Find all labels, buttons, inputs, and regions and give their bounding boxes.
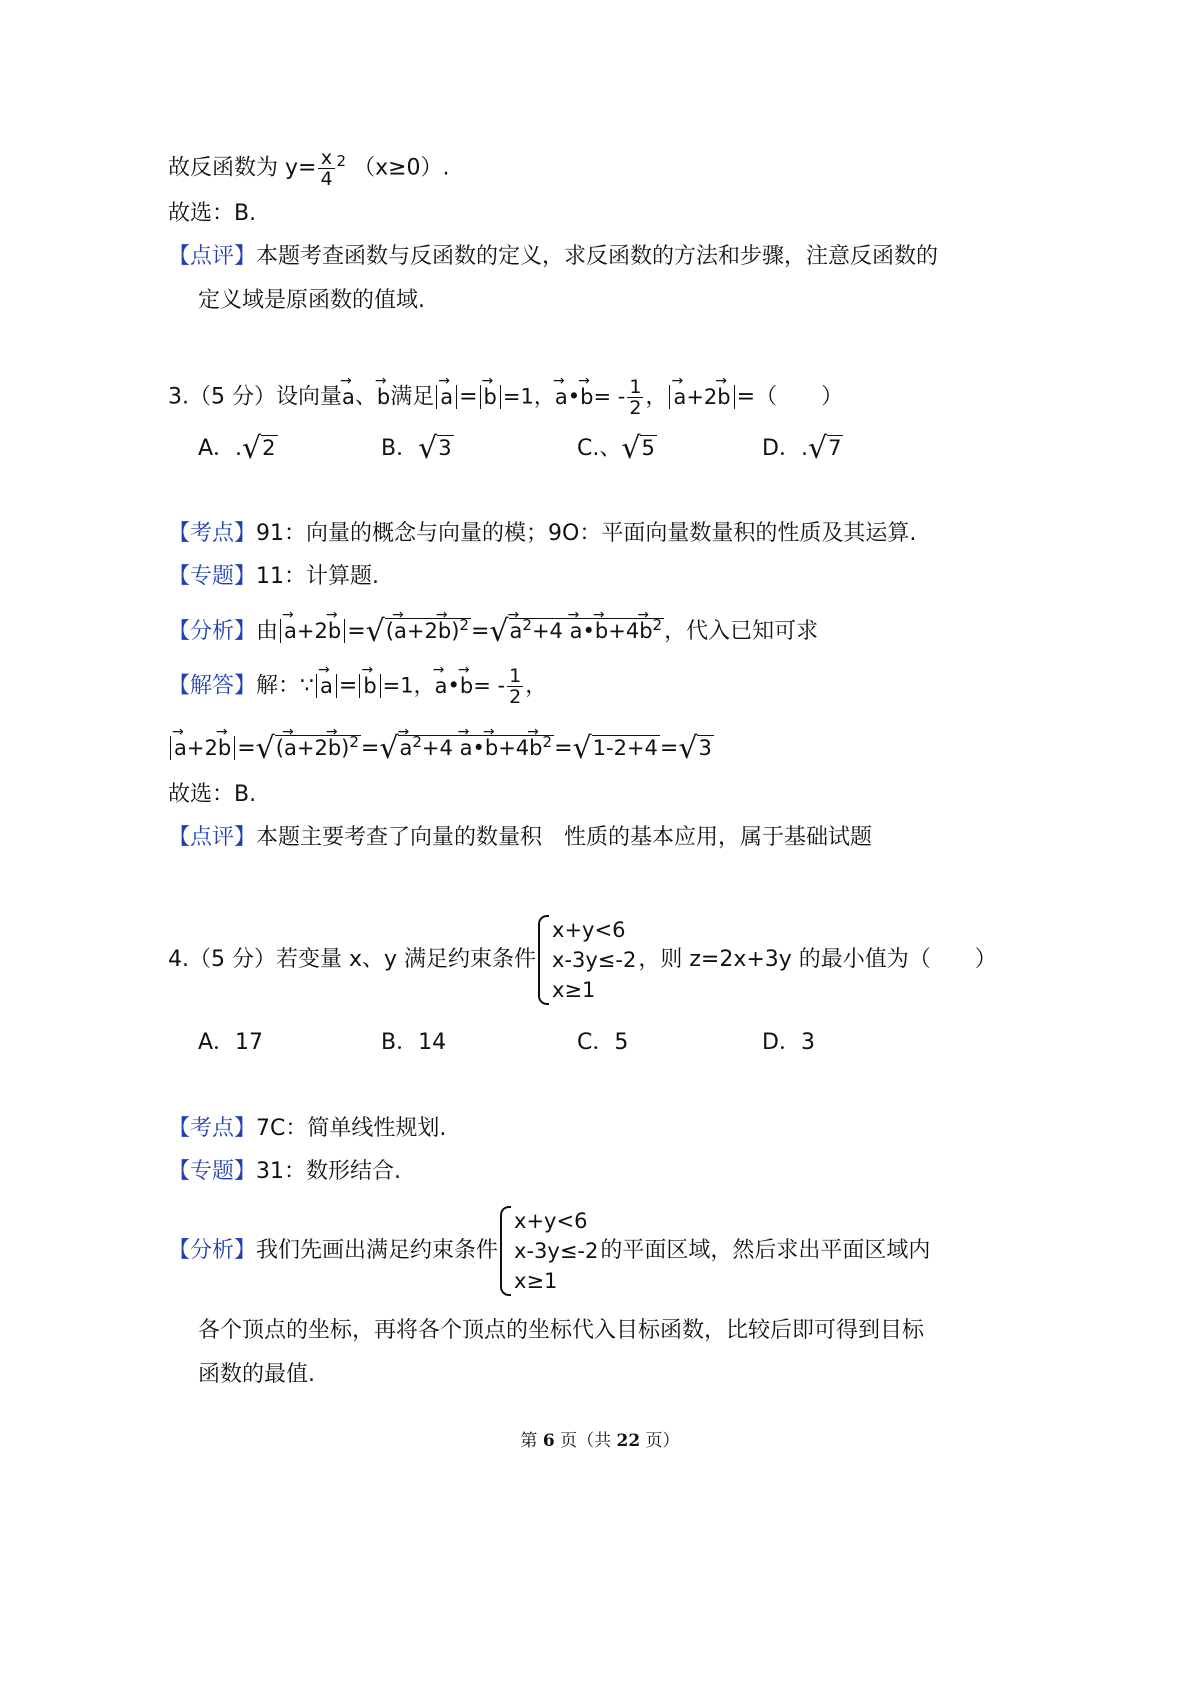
fenxi-line: 【分析】由→ a+2→ b =√(→ $a+2\to b)^2=√\to a^2+4$ → a•→ $b+4\to b^2$，代入已知可求 — [168, 610, 818, 647]
option-a[interactable]: A．.√2 — [198, 431, 276, 466]
fenxi-line-2: 各个顶点的坐标，再将各个顶点的坐标代入目标函数，比较后即可得到目标 — [198, 1318, 925, 1343]
dianping-line: 【点评】本题主要考查了向量的数量积 性质的基本应用，属于基础试题 — [168, 825, 873, 850]
page-number: 6 — [542, 1431, 555, 1451]
question-3-stem: 3.（5 分）设向量→ a、→ b满足→ a =→ b =1，→ a•→ b= - $\frac{1}{2}$ ，→ a+2→ b =（ ） — [168, 377, 843, 418]
fenxi-line: 【分析】我们先画出满足约束条件 x+y<6 x-3y≤-2 x≥1 的平面区域，然后求出平面区域内 — [168, 1203, 930, 1299]
fenxi-line-3: 函数的最值. — [198, 1362, 315, 1387]
option-d[interactable]: D．3 — [762, 1030, 815, 1055]
answer-line: 故选：B. — [168, 201, 257, 226]
kaodian-line: 【考点】91：向量的概念与向量的模；9O：平面向量数量积的性质及其运算. — [168, 521, 917, 546]
option-c[interactable]: C.、√5 — [577, 431, 655, 466]
option-b[interactable]: B．√3 — [381, 431, 452, 466]
fraction-half: $\frac{1}{2}$ — [629, 376, 642, 419]
constraint-system: x+y<6 x-3y≤-2 x≥1 — [500, 1206, 598, 1296]
page-footer: 第 6 页（共 22 页） — [520, 1431, 680, 1451]
zhuanti-line: 【专题】11：计算题. — [168, 564, 380, 589]
kaodian-line: 【考点】7C：简单线性规划. — [168, 1116, 447, 1141]
page-total: 22 — [616, 1431, 641, 1451]
question-4-stem: 4.（5 分）若变量 x、y 满足约束条件 x+y<6 x-3y≤-2 x≥1 ，则 z=2x+3y 的最小值为（ ） — [168, 912, 997, 1008]
option-b[interactable]: B．14 — [381, 1030, 447, 1055]
comment-line-2: 定义域是原函数的值域. — [198, 288, 425, 313]
left-brace — [500, 1206, 511, 1296]
option-c[interactable]: C．5 — [577, 1030, 629, 1055]
comment-tag: 【点评】 — [168, 244, 257, 269]
option-a[interactable]: A．17 — [198, 1030, 264, 1055]
left-brace — [538, 915, 549, 1005]
jieda-line: 【解答】解：∵→ a =→ b =1，→ a•→ b= - $\frac{1}{2}$ ， — [168, 666, 547, 707]
inverse-function-line: 故反函数为 y= $\frac{x}{4}$ $^2$ （x≥0）. — [168, 146, 450, 190]
zhuanti-line: 【专题】31：数形结合. — [168, 1159, 402, 1184]
comment-line: 【点评】本题考查函数与反函数的定义，求反函数的方法和步骤，注意反函数的 — [168, 244, 939, 269]
option-d[interactable]: D．.√7 — [762, 431, 842, 466]
calculation-line: → a+2→ b =√(→ $a+2\to b)^2=√\to a^2+4$ → a•→ $b+4\to b^2=√1-2+4=√3$ — [168, 727, 714, 764]
fraction: $\frac{x}{4}$ — [320, 146, 333, 190]
constraint-system: x+y<6 x-3y≤-2 x≥1 — [538, 915, 636, 1005]
answer-line-q3: 故选：B. — [168, 782, 257, 807]
